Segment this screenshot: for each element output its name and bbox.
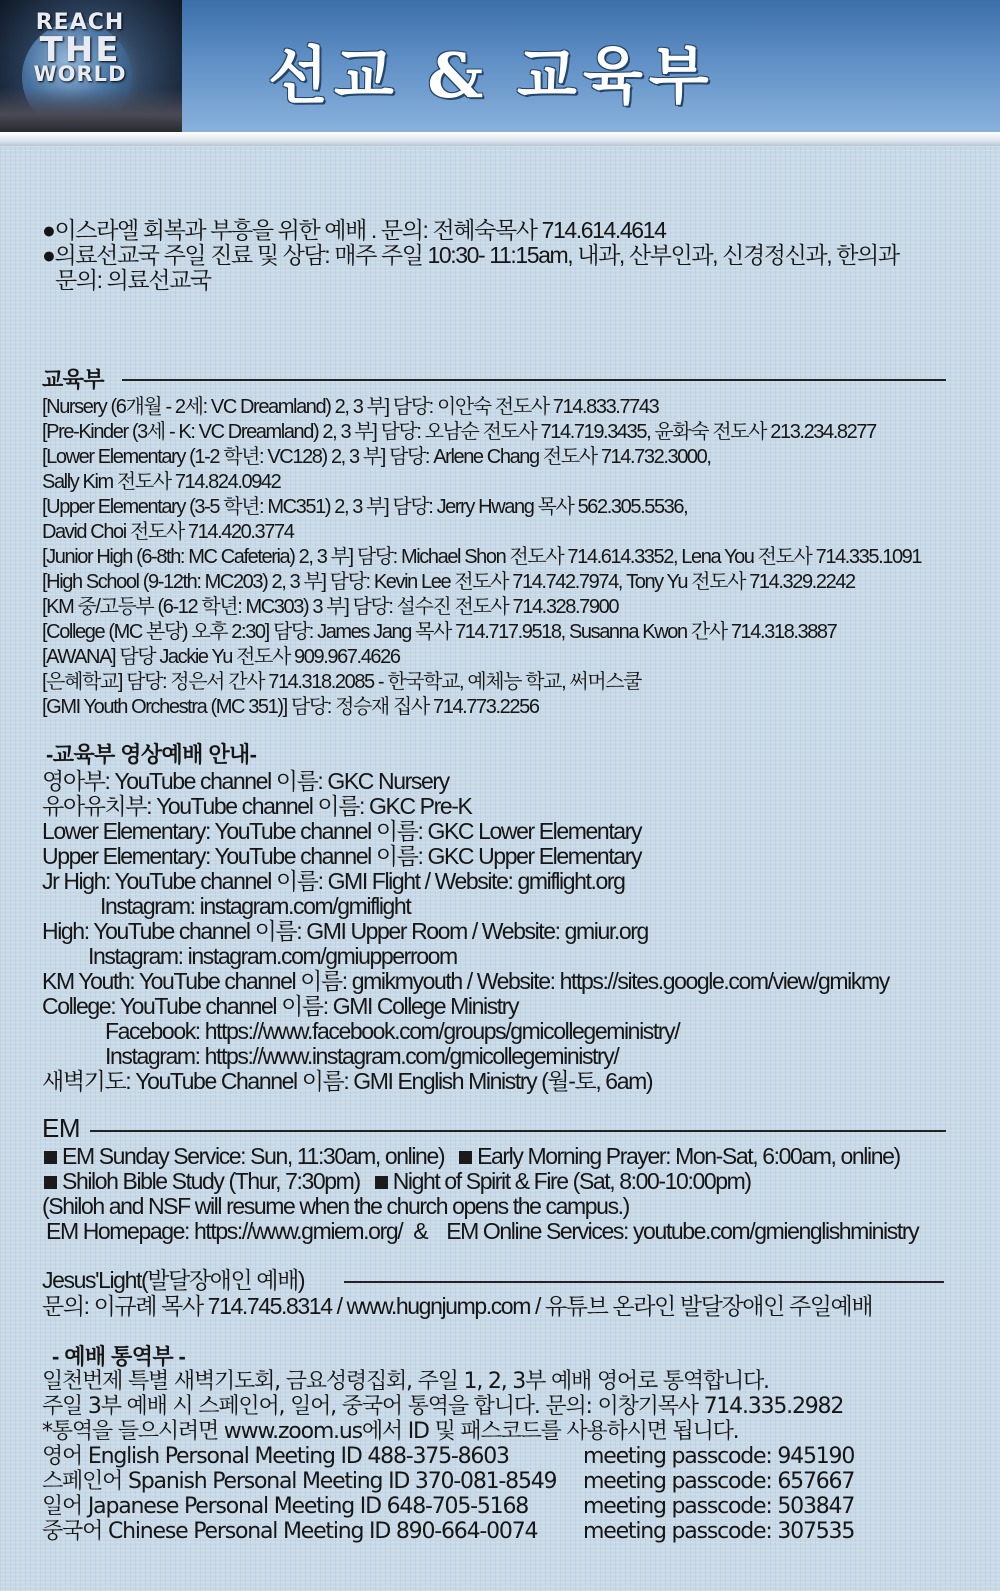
video-nursery: 영아부: YouTube channel 이름: GKC Nursery	[42, 768, 449, 794]
video-jr-high: Jr High: YouTube channel 이름: GMI Flight / Website: gmiflight.org	[42, 868, 625, 894]
meeting-english-passcode: meeting passcode: 945190	[583, 1444, 855, 1469]
square-bullet-icon	[44, 1151, 57, 1164]
translation-zoom-note: *통역을 들으시려면 www.zoom.us에서 ID 및 패스코드를 사용하시면 됩니다.	[42, 1419, 739, 1444]
square-bullet-icon	[375, 1176, 388, 1189]
video-prek: 유아유치부: YouTube channel 이름: GKC Pre-K	[42, 793, 472, 819]
square-bullet-icon	[44, 1176, 57, 1189]
meeting-japanese-passcode: meeting passcode: 503847	[583, 1494, 855, 1519]
logo-text-world: WORLD	[33, 62, 127, 86]
edu-upper-elementary: [Upper Elementary (3-5 학년: MC351) 2, 3 부] 담당: Jerry Hwang 목사 562.305.5536,	[42, 496, 688, 518]
education-divider	[122, 379, 946, 381]
em-early-morning-prayer: Early Morning Prayer: Mon-Sat, 6:00am, online)	[477, 1143, 900, 1169]
meeting-chinese-id: 중국어 Chinese Personal Meeting ID 890-664-0074	[42, 1519, 538, 1544]
em-resume-note: (Shiloh and NSF will resume when the church opens the campus.)	[42, 1193, 629, 1219]
meeting-japanese-id: 일어 Japanese Personal Meeting ID 648-705-5168	[42, 1494, 529, 1519]
translation-info-1: 일천번제 특별 새벽기도회, 금요성령집회, 주일 1, 2, 3부 예배 영어로 통역합니다.	[42, 1369, 769, 1394]
edu-upper-elementary-cont: David Choi 전도사 714.420.3774	[42, 521, 294, 543]
translation-heading: - 예배 통역부 -	[52, 1344, 186, 1369]
square-bullet-icon	[459, 1151, 472, 1164]
em-services-row2	[42, 1169, 751, 1194]
video-college-facebook: Facebook: https://www.facebook.com/groups/gmicollegeministry/	[105, 1018, 680, 1044]
em-homepage: EM Homepage: https://www.gmiem.org/	[46, 1218, 403, 1244]
video-upper-elementary: Upper Elementary: YouTube channel 이름: GKC Upper Elementary	[42, 843, 642, 869]
video-km-youth: KM Youth: YouTube channel 이름: gmikmyouth / Website: https://sites.google.com/view/gmikmy	[42, 968, 889, 994]
meeting-chinese-passcode: meeting passcode: 307535	[583, 1519, 855, 1544]
jesus-light-divider	[344, 1281, 944, 1283]
mission-medical-clinic: ●의료선교국 주일 진료 및 상담: 매주 주일 10:30- 11:15am, 내과, 산부인과, 신경정신과, 한의과	[42, 242, 899, 268]
em-heading: EM	[42, 1113, 80, 1143]
edu-high-school: [High School (9-12th: MC203) 2, 3 부] 담당: Kevin Lee 전도사 714.742.7974, Tony Yu 전도사 714.329.2242	[42, 571, 855, 593]
video-college: College: YouTube channel 이름: GMI College Ministry	[42, 993, 519, 1019]
em-night-of-spirit: Night of Spirit & Fire (Sat, 8:00-10:00pm)	[392, 1168, 751, 1194]
video-worship-heading: -교육부 영상예배 안내-	[46, 742, 257, 767]
logo-text-the: THE	[39, 30, 121, 70]
edu-awana: [AWANA] 담당 Jackie Yu 전도사 909.967.4626	[42, 646, 400, 668]
video-dawn-prayer: 새벽기도: YouTube Channel 이름: GMI English Ministry (월-토, 6am)	[42, 1068, 653, 1094]
video-lower-elementary: Lower Elementary: YouTube channel 이름: GKC Lower Elementary	[42, 818, 642, 844]
logo-text-reach: REACH	[35, 10, 125, 35]
page-title: 선교 & 교육부	[268, 39, 715, 112]
jesus-light-contact: 문의: 이규례 목사 714.745.8314 / www.hugnjump.com / 유튜브 온라인 발달장애인 주일예배	[42, 1293, 873, 1319]
em-services-row1	[42, 1144, 900, 1169]
em-divider	[90, 1130, 946, 1132]
mission-israel-worship: ●이스라엘 회복과 부흥을 위한 예배 . 문의: 전혜숙목사 714.614.4614	[42, 217, 666, 243]
em-online-services: EM Online Services: youtube.com/gmienglishministry	[446, 1218, 919, 1244]
jesus-light-heading: Jesus'Light(발달장애인 예배)	[42, 1267, 305, 1293]
video-college-instagram: Instagram: https://www.instagram.com/gmicollegeministry/	[105, 1043, 619, 1069]
mission-medical-contact: 문의: 의료선교국	[55, 267, 211, 293]
em-shiloh-bible-study: Shiloh Bible Study (Thur, 7:30pm)	[62, 1168, 360, 1194]
meeting-english-id: 영어 English Personal Meeting ID 488-375-8603	[42, 1444, 509, 1469]
edu-college: [College (MC 본당) 오후 2:30] 담당: James Jang 목사 714.717.9518, Susanna Kwon 간사 714.318.3887	[42, 621, 837, 643]
meeting-spanish-passcode: meeting passcode: 657667	[583, 1469, 855, 1494]
education-heading: 교육부	[42, 367, 104, 392]
video-jr-high-instagram: Instagram: instagram.com/gmiflight	[100, 893, 411, 919]
edu-grace-school: [은혜학교] 담당: 정은서 간사 714.318.2085 - 한국학교, 예체능 학교, 써머스쿨	[42, 671, 642, 693]
translation-info-2: 주일 3부 예배 시 스페인어, 일어, 중국어 통역을 합니다. 문의: 이창기목사 714.335.2982	[42, 1394, 844, 1419]
em-sunday-service: EM Sunday Service: Sun, 11:30am, online)	[62, 1143, 445, 1169]
edu-youth-orchestra: [GMI Youth Orchestra (MC 351)] 담당: 정승재 집사 714.773.2256	[42, 696, 539, 718]
meeting-spanish-id: 스페인어 Spanish Personal Meeting ID 370-081-8549	[42, 1469, 557, 1494]
edu-prekinder: [Pre-Kinder (3세 - K: VC Dreamland) 2, 3 부] 담당: 오남순 전도사 714.719.3435, 윤화숙 전도사 213.234.8277	[42, 421, 876, 443]
edu-lower-elementary: [Lower Elementary (1-2 학년: VC128) 2, 3 부] 담당: Arlene Chang 전도사 714.732.3000,	[42, 446, 711, 468]
edu-junior-high: [Junior High (6-8th: MC Cafeteria) 2, 3 부] 담당: Michael Shon 전도사 714.614.3352, Lena You 전도사 714.335.1091	[42, 546, 922, 568]
edu-km-youth: [KM 중/고등부 (6-12 학년: MC303) 3 부] 담당: 설수진 전도사 714.328.7900	[42, 596, 619, 618]
edu-lower-elementary-cont: Sally Kim 전도사 714.824.0942	[42, 471, 281, 493]
em-ampersand: &	[413, 1218, 428, 1244]
em-links-row	[46, 1219, 918, 1244]
edu-nursery: [Nursery (6개월 - 2세: VC Dreamland) 2, 3 부] 담당: 이안숙 전도사 714.833.7743	[42, 396, 659, 418]
video-high-instagram: Instagram: instagram.com/gmiupperroom	[88, 943, 457, 969]
video-high: High: YouTube channel 이름: GMI Upper Room / Website: gmiur.org	[42, 918, 648, 944]
